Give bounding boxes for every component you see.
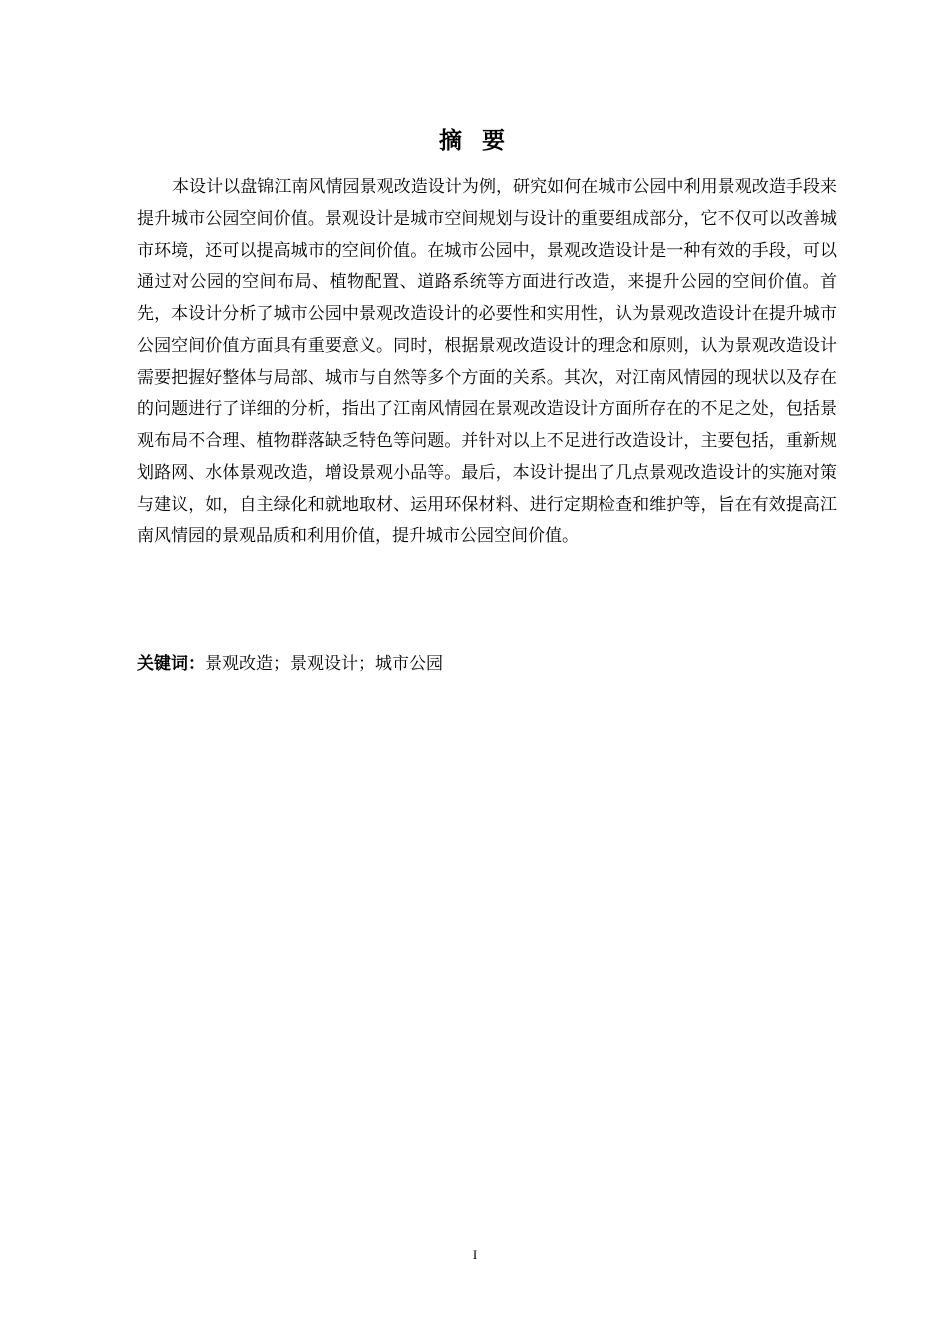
- page-number: I: [472, 1247, 478, 1262]
- abstract-title: 摘 要: [438, 128, 511, 154]
- abstract-body: 本设计以盘锦江南风情园景观改造设计为例，研究如何在城市公园中利用景观改造手段来提升城市公园空间价值。景观设计是城市空间规划与设计的重要组成部分，它不仅可以改善城市环境，还可以提高城市的空间价值。在城市公园中，景观改造设计是一种有效的手段，可以通过对公园的空间布局、植物配置、道路系统等方面进行改造，来提升公园的空间价值。首先，本设计分析了城市公园中景观改造设计的必要性和实用性，认为景观改造设计在提升城市公园空间价值方面具有重要意义。同时，根据景观改造设计的理念和原则，认为景观改造设计需要把握好整体与局部、城市与自然等多个方面的关系。其次，对江南风情园的现状以及存在的问题进行了详细的分析，指出了江南风情园在景观改造设计方面所存在的不足之处，包括景观布局不合理、植物群落缺乏特色等问题。并针对以上不足进行改造设计，主要包括，重新规划路网、水体景观改造，增设景观小品等。最后，本设计提出了几点景观改造设计的实施对策与建议，如，自主绿化和就地取材、运用环保材料、进行定期检查和维护等，旨在有效提高江南风情园的景观品质和利用价值，提升城市公园空间价值。: [137, 177, 837, 547]
- keywords-line: [137, 650, 837, 678]
- keywords-text: 景观改造；景观设计；城市公园: [205, 654, 443, 674]
- keywords-label: 关键词：: [137, 654, 205, 674]
